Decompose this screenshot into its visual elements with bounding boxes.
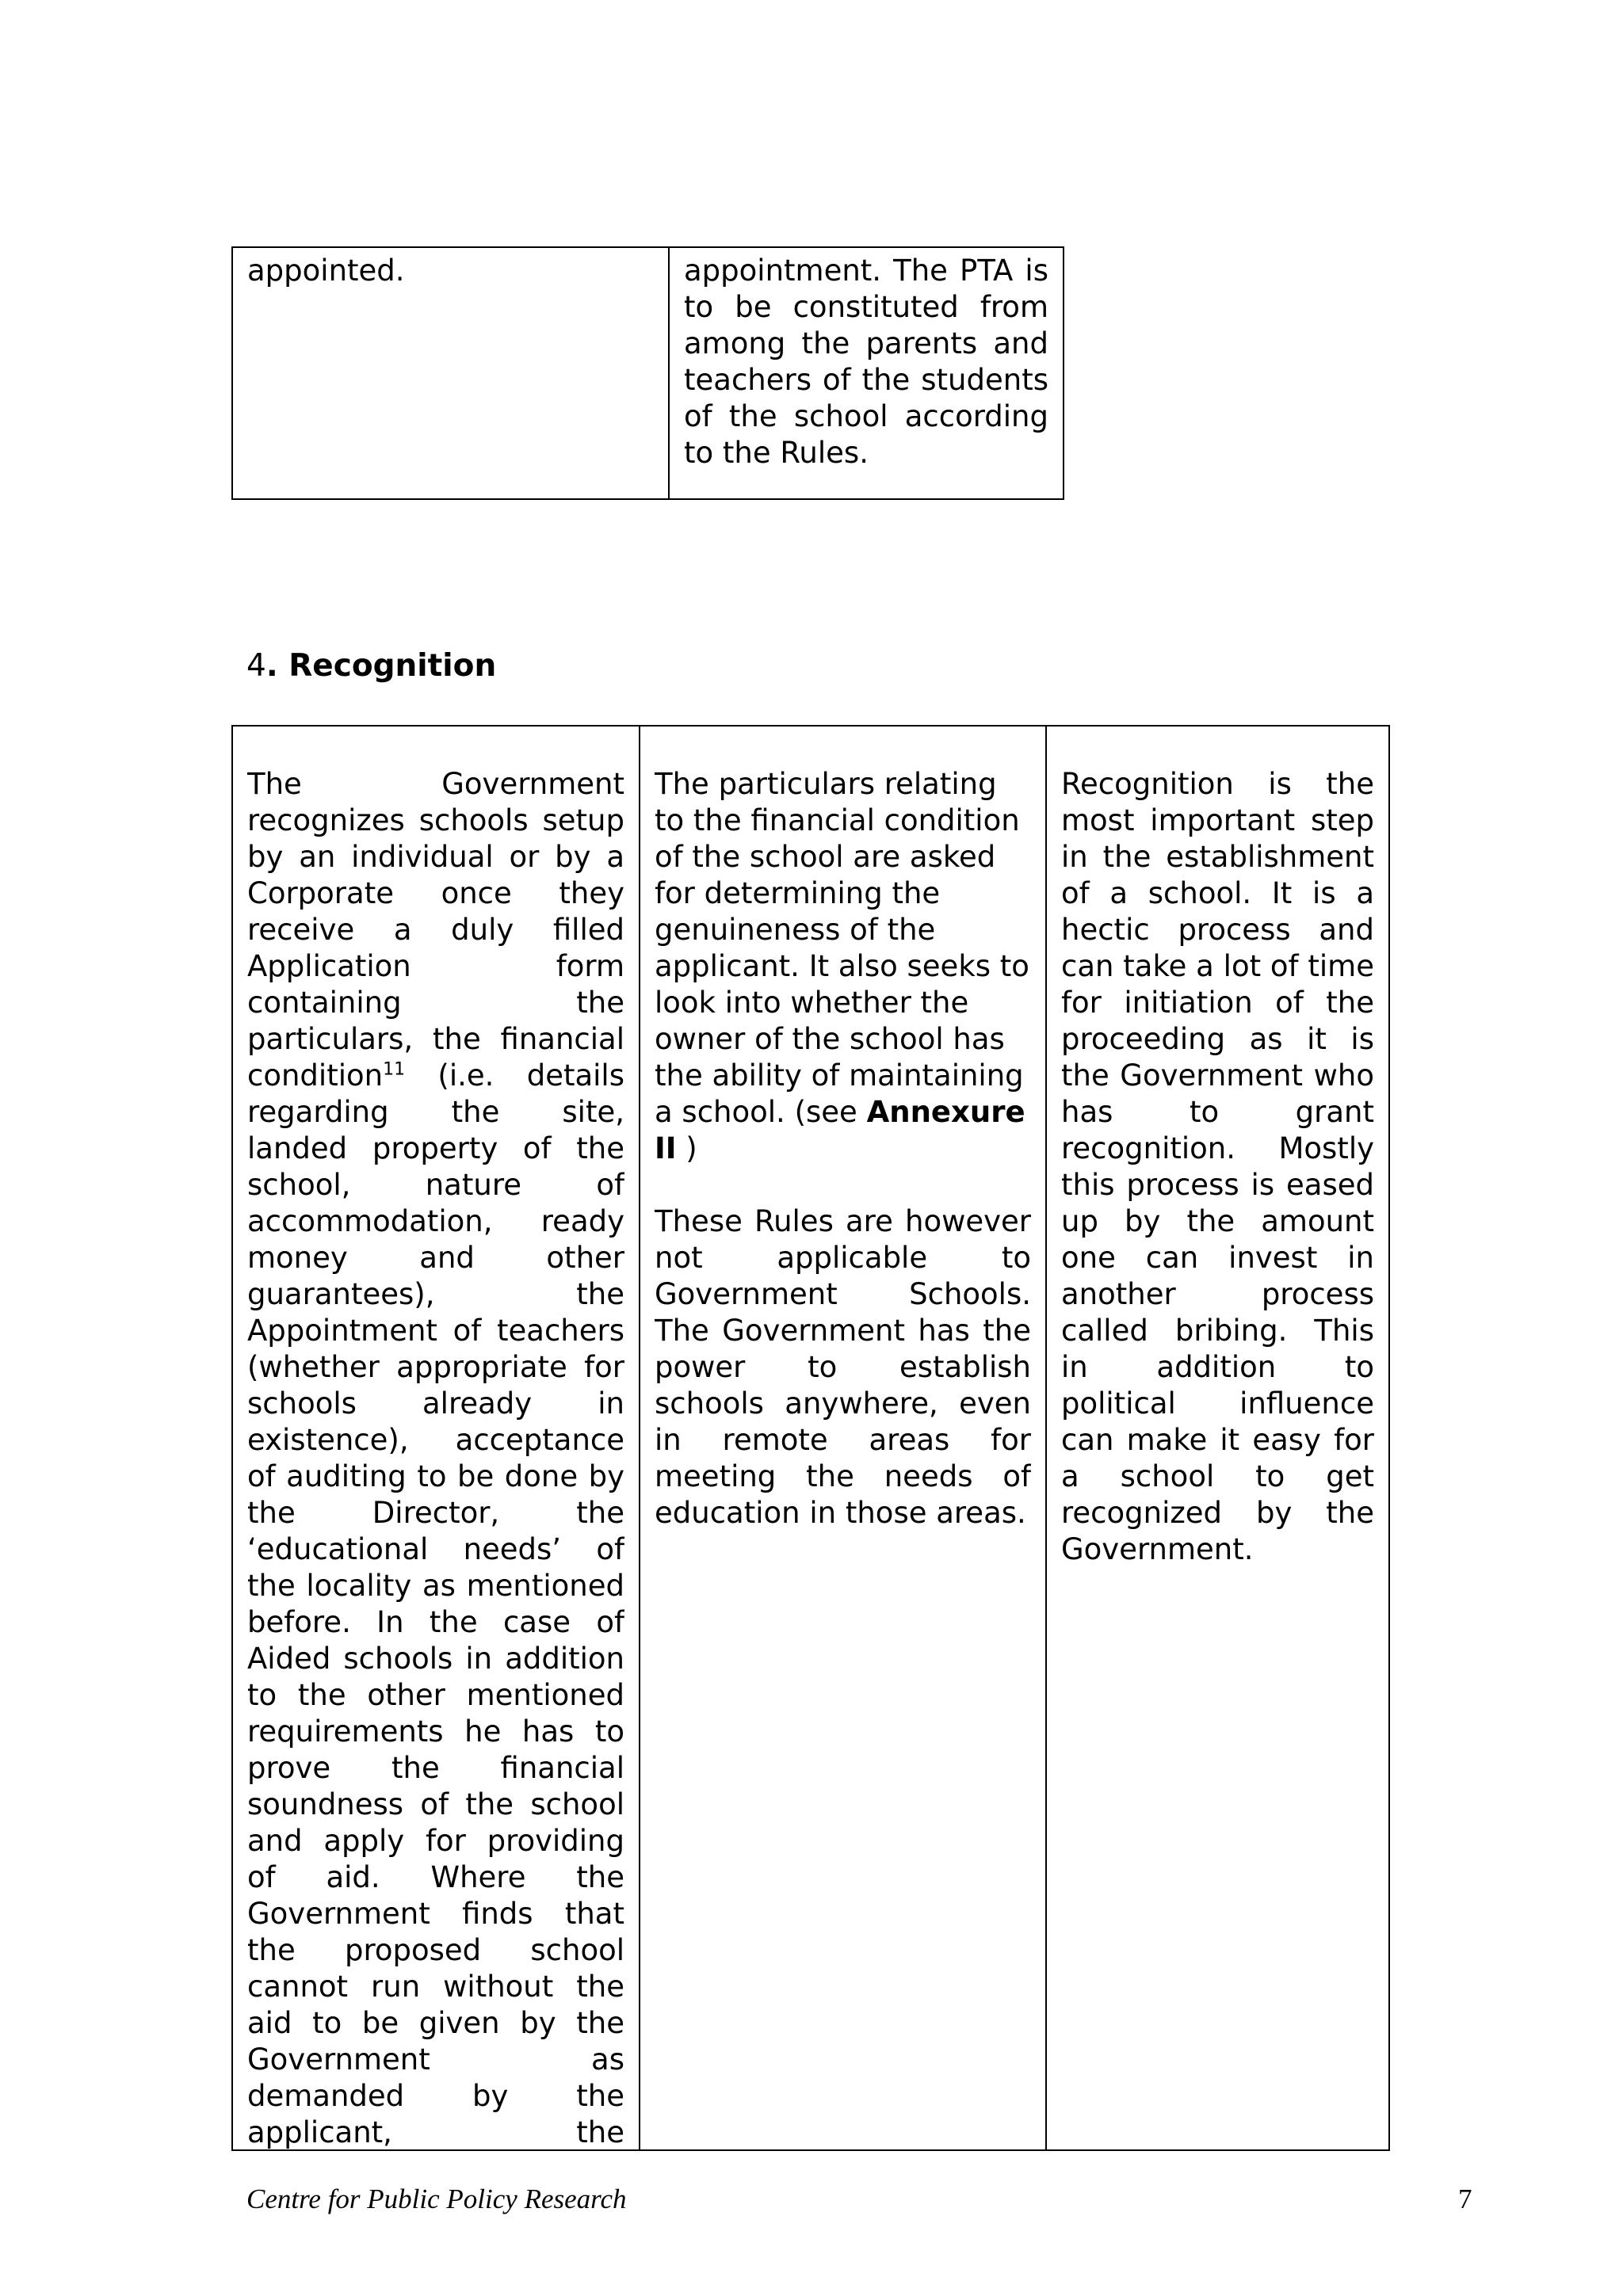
section-heading [246,647,496,685]
purpose-paragraph: The particulars relating to the financial condition of the school are asked for determining the genuineness of the applicant. It also seeks to look into whether the owner of the school has the ability of maintaining a school. (see Annexure II ) [655,767,1029,1165]
cell-text: appointment. The PTA is to be constituted from among the parents and teachers of the students of the school according to the Rules. [684,254,1048,470]
continuation-cell-2 [669,247,1064,499]
annexure-reference: Annexure II [655,1095,1025,1165]
continuation-cell-1 [232,247,669,499]
recognition-cell-purpose [640,726,1046,2150]
comments-paragraph: Recognition is the most important step in the establishment of a school. It is a hectic process and can take a lot of time for initiation of the proceeding as it is the Government who has to grant recognition. Mostly this process is eased up by the amount one can invest in another process called bribing. This in addition to political influence can make it easy for a school to get recognized by the Government. [1061,767,1374,1566]
recognition-cell-rules [232,726,640,2150]
recognition-table [231,725,1390,2151]
recognition-cell-comments [1046,726,1389,2150]
page-number: 7 [1458,2183,1472,2214]
table-row [232,247,1064,499]
purpose-paragraph-2: These Rules are however not applicable to Government Schools. The Government has the power to establish schools anywhere, even in remote areas for meeting the needs of education in those areas. [655,1204,1031,1530]
continuation-table [231,246,1064,500]
footnote-ref: 11 [383,1059,406,1080]
rules-paragraph: The Government recognizes schools setup by an individual or by a Corporate once they receive a duly filled Application form containing the particulars, the financial condition$^{11}$ (i.e. details regarding the site, landed property of the school, nature of accommodation, ready money and other guarantees), the Appointment of teachers (whether appropriate for schools already in existence), acceptance of auditing to be done by the Director, the ‘educational needs’ of the locality as mentioned before. In the case of Aided schools in addition to the other mentioned requirements he has to prove the financial soundness of the school and apply for providing of aid. Where the Government finds that the proposed school cannot run without the aid to be given by the Government as demanded by the applicant, the [247,767,624,2149]
section-number: 4 [246,648,266,684]
section-title: . Recognition [265,648,497,684]
table-row [232,726,1389,2150]
cell-text: appointed. [247,254,405,288]
footer-publisher: Centre for Public Policy Research [246,2183,627,2214]
